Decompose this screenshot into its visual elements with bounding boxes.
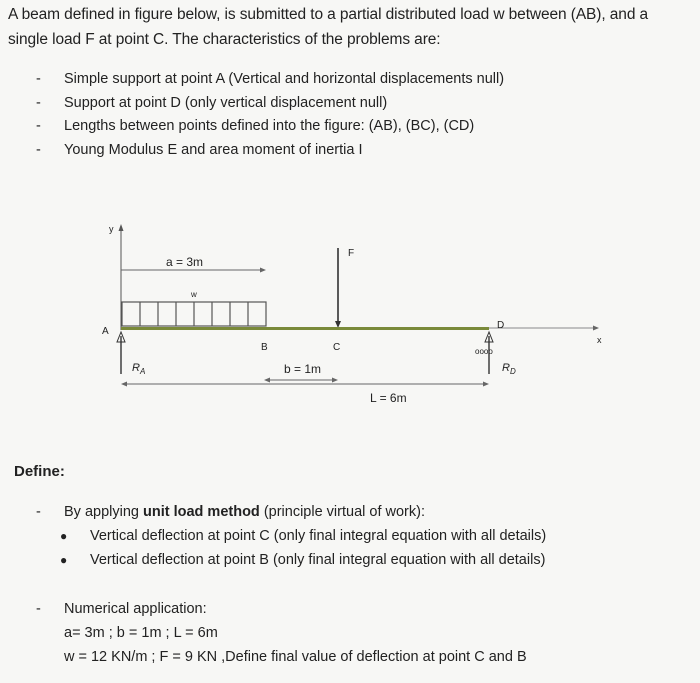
point-b-label: B [261,342,268,353]
intro-line-2: single load F at point C. The characteristics of the problems are: [8,31,441,48]
dim-l-right-arrow-icon [483,382,489,387]
dim-b-left-arrow-icon [264,378,270,383]
reaction-d-label: $R_D$ [502,362,516,376]
beam-figure [0,210,700,410]
reaction-a-label: $R_A$ [132,362,146,376]
bullet-text: Vertical deflection at point B (only final integral equation with all details) [90,552,546,568]
problem-intro [8,2,688,52]
dash-marker: - [36,118,41,134]
force-f-label: F [348,248,355,259]
condition-item [36,115,656,139]
bullet-icon: ● [60,529,68,543]
bullet-item [36,548,676,572]
y-axis-label: y [109,224,114,234]
method-line [36,500,676,524]
load-w-label: w [191,290,197,299]
point-a-label: A [102,326,109,337]
dim-b-right-arrow-icon [332,378,338,383]
dash-marker: - [36,504,41,520]
point-c-label: C [333,342,341,353]
distributed-load-arrows [140,302,248,326]
numerical-title-row [36,597,676,621]
dim-a-arrow-icon [260,268,266,273]
numerical-application [36,597,676,669]
dim-b-label: b = 1m [284,362,322,376]
beam [121,327,489,330]
condition-text: Support at point D (only vertical displacement null) [64,94,388,111]
condition-text: Lengths between points defined into the figure: (AB), (BC), (CD) [64,118,475,134]
dim-l-left-arrow-icon [121,382,127,387]
dim-a-label: a = 3m [166,255,204,269]
numerical-line-2: w = 12 KN/m ; F = 9 KN ,Define final value of deflection at point C and B [64,649,527,665]
x-axis-label: x [597,335,602,345]
force-f-arrow-icon [335,321,341,328]
condition-text: Simple support at point A (Vertical and horizontal displacements null) [64,71,505,87]
point-d-label: D [497,320,505,331]
dash-marker: - [36,71,41,87]
bullet-text: Vertical deflection at point C (only final integral equation with all details) [90,528,547,544]
dash-marker: - [36,601,41,617]
bullet-icon: ● [60,553,68,567]
condition-item [36,139,656,163]
condition-item [36,68,656,92]
numerical-line-1: a= 3m ; b = 1m ; L = 6m [64,625,218,641]
y-axis-arrow-icon [119,224,124,231]
roller-support-icon: oooo [475,347,493,356]
bullet-item [36,524,676,548]
numerical-title: Numerical application: [64,601,207,617]
conditions-list [36,68,656,162]
condition-item [36,92,656,116]
condition-text: Young Modulus E and area moment of inertia I [64,141,363,158]
dash-marker: - [36,141,41,158]
dash-marker: - [36,94,41,111]
intro-line-1: A beam defined in figure below, is submitted to a partial distributed load w between (AB), and a [8,6,649,23]
define-section [36,500,676,572]
dim-l-label: L = 6m [370,391,407,405]
define-title: Define: [14,463,65,480]
x-axis-arrow-icon [593,326,599,331]
method-text: By applying unit load method (principle virtual of work): [64,504,425,520]
